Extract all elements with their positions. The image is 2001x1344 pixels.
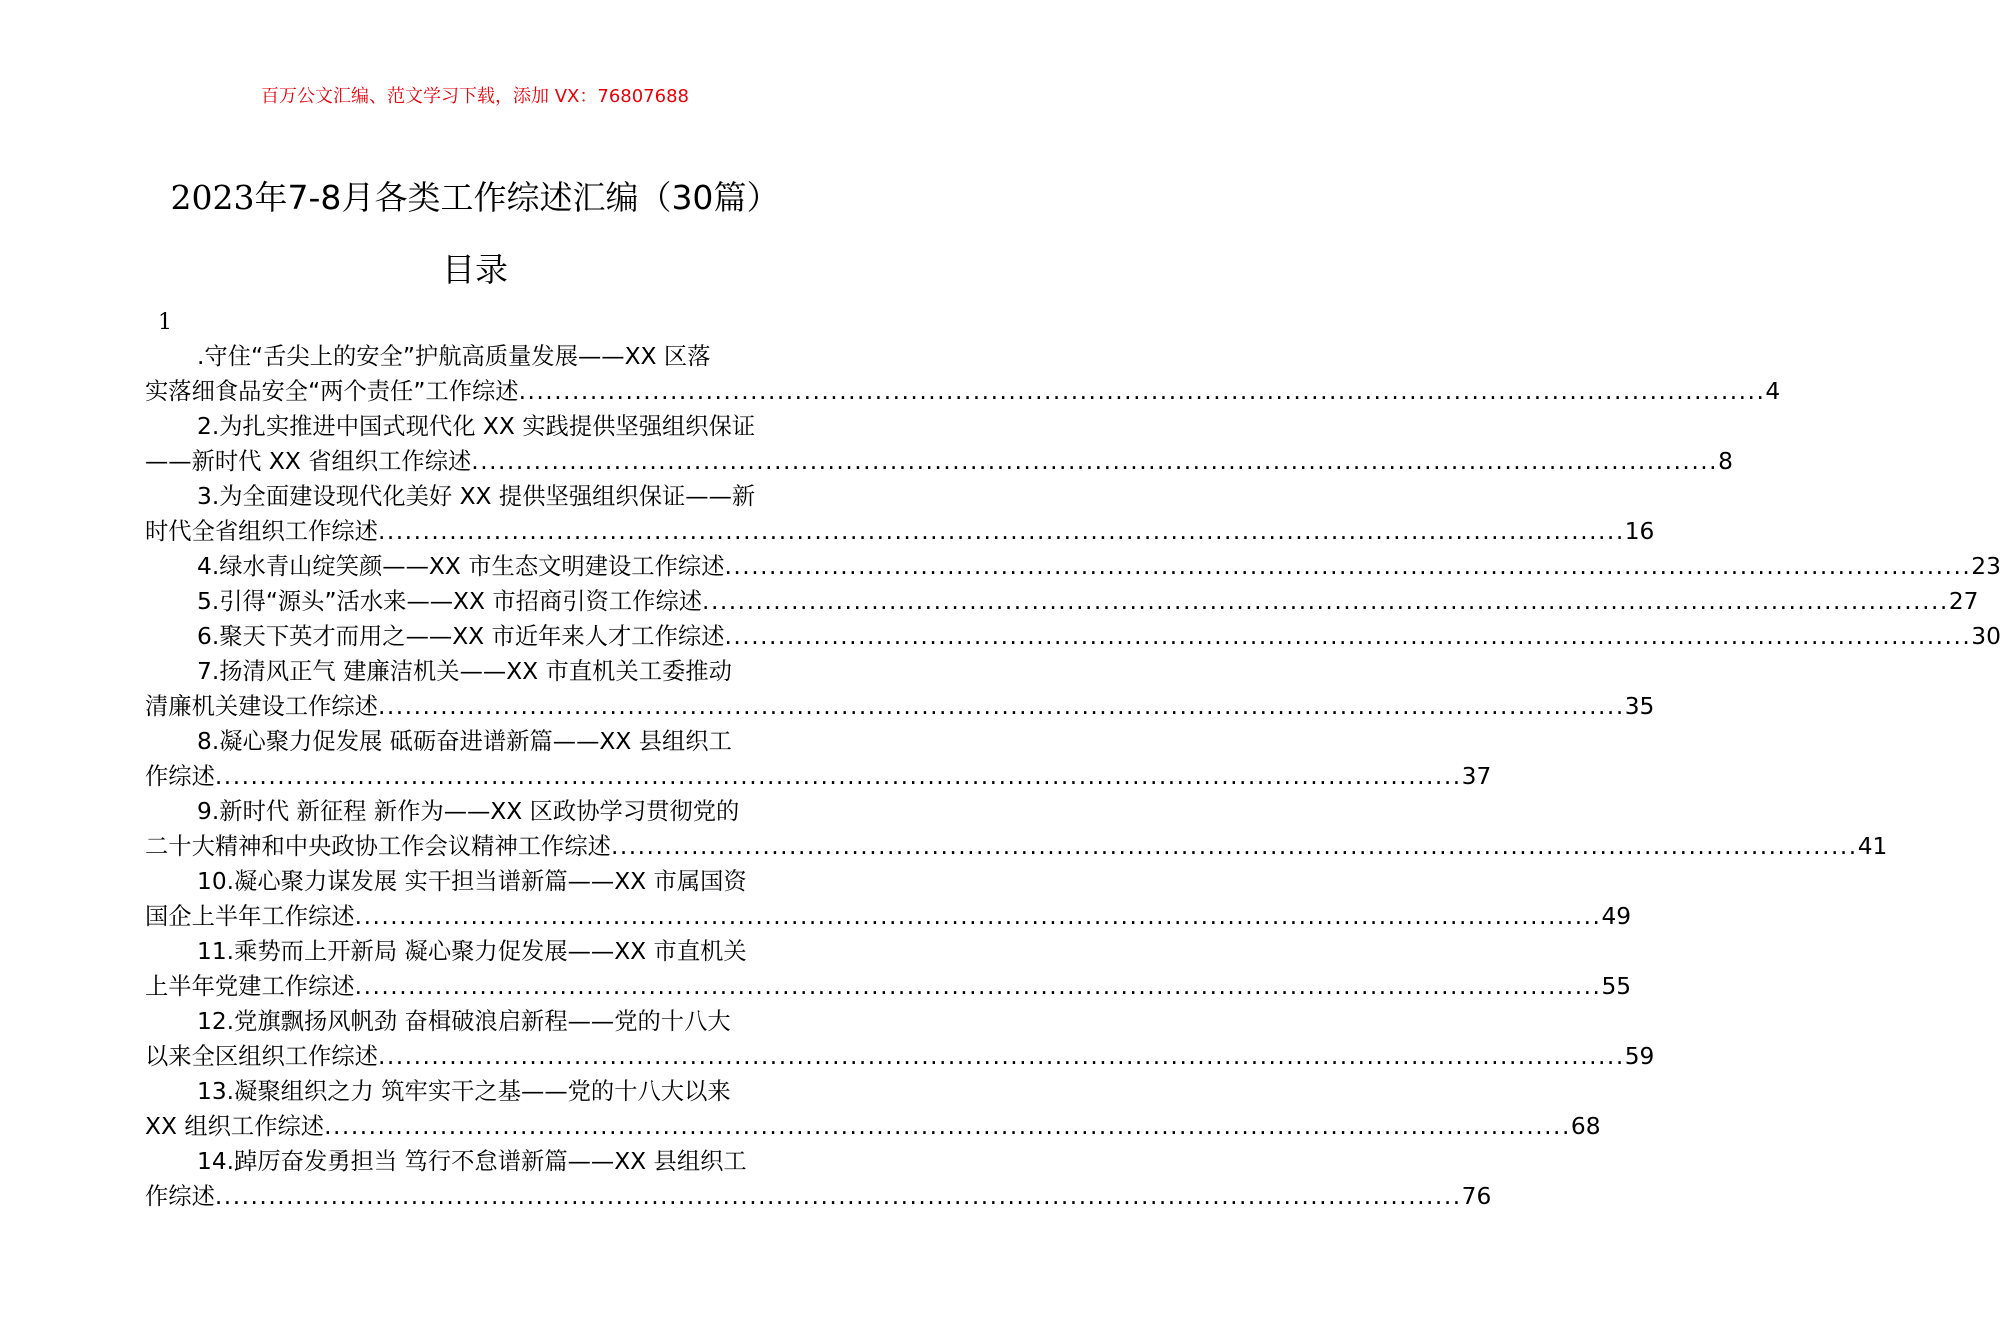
- toc-entry-last-line: [145, 1179, 1492, 1214]
- toc-entry-last-line: [145, 689, 1655, 724]
- toc-page-number: 8: [1718, 448, 1733, 475]
- toc-entry-title-line: 12.党旗飘扬风帆劲 奋楫破浪启新程——党的十八大: [197, 1008, 731, 1035]
- toc-entry-text: ——新时代 XX 省组织工作综述: [145, 448, 472, 475]
- toc-entry-last-line: [145, 759, 1492, 794]
- toc-leader-dots: ............................................................................................................................................: [354, 903, 1602, 930]
- promo-banner: 百万公文汇编、范文学习下载，添加 VX：76807688: [261, 86, 689, 107]
- document-title: [0, 176, 950, 220]
- toc-entry-title-line: 11.乘势而上开新局 凝心聚力促发展——XX 市直机关: [197, 938, 747, 965]
- toc-leader-dots: ............................................................................................................................................: [724, 623, 1972, 650]
- toc-entry[interactable]: [145, 479, 1655, 549]
- toc-entry-title-line: 14.踔厉奋发勇担当 笃行不怠谱新篇——XX 县组织工: [197, 1148, 747, 1175]
- toc-entry-last-line: [145, 584, 1979, 619]
- toc-entry-text: 清廉机关建设工作综述: [145, 693, 378, 720]
- toc-entry[interactable]: [145, 1144, 1492, 1214]
- toc-entry-text: 二十大精神和中央政协工作会议精神工作综述: [145, 833, 611, 860]
- toc-entry-text: 以来全区组织工作综述: [145, 1043, 378, 1070]
- toc-page-number: 55: [1601, 973, 1632, 1000]
- toc-entry[interactable]: [145, 1004, 1655, 1074]
- toc-entry-title-line: 10.凝心聚力谋发展 实干担当谱新篇——XX 市属国资: [197, 868, 747, 895]
- toc-page-number: 41: [1857, 833, 1888, 860]
- toc-page-number: 30: [1971, 623, 2001, 650]
- toc-entry-title-line: 7.扬清风正气 建廉洁机关——XX 市直机关工委推动: [197, 658, 732, 685]
- toc-entry[interactable]: [145, 794, 1888, 864]
- toc-leader-dots: ............................................................................................................................................: [214, 763, 1462, 790]
- toc-leader-dots: ............................................................................................................................................: [471, 448, 1719, 475]
- table-of-contents: [145, 339, 2001, 1214]
- toc-leader-dots: ............................................................................................................................................: [377, 693, 1625, 720]
- toc-entry-last-line: [145, 829, 1888, 864]
- toc-entry[interactable]: [145, 339, 1781, 409]
- toc-entry-title-line: 3.为全面建设现代化美好 XX 提供坚强组织保证——新: [197, 483, 756, 510]
- toc-leader-dots: ............................................................................................................................................: [610, 833, 1858, 860]
- toc-entry-title-line: 9.新时代 新征程 新作为——XX 区政协学习贯彻党的: [197, 798, 740, 825]
- toc-entry[interactable]: [145, 619, 2001, 654]
- toc-page-number: 37: [1461, 763, 1492, 790]
- toc-leader-dots: ............................................................................................................................................: [324, 1113, 1571, 1140]
- toc-entry[interactable]: [145, 934, 1632, 1004]
- toc-entry-title-line: 8.凝心聚力促发展 砥砺奋进谱新篇——XX 县组织工: [197, 728, 732, 755]
- toc-page-number: 49: [1601, 903, 1632, 930]
- toc-entry[interactable]: [145, 724, 1492, 794]
- toc-leader-dots: ............................................................................................................................................: [377, 1043, 1625, 1070]
- toc-page-number: 4: [1765, 378, 1781, 405]
- toc-entry-text: 上半年党建工作综述: [145, 973, 355, 1000]
- toc-entry-last-line: [145, 444, 1733, 479]
- title-year: 2023: [170, 178, 255, 217]
- title-months: 7-8: [287, 178, 342, 217]
- toc-leader-dots: ............................................................................................................................................: [214, 1183, 1462, 1210]
- toc-entry-last-line: [145, 1109, 1601, 1144]
- toc-page-number: 68: [1570, 1113, 1601, 1140]
- toc-page-number: 59: [1624, 1043, 1655, 1070]
- toc-entry-last-line: [145, 969, 1632, 1004]
- toc-page-number: 35: [1624, 693, 1655, 720]
- title-text: 月各类工作综述汇编（: [341, 178, 672, 217]
- toc-entry-text: XX 组织工作综述: [145, 1113, 325, 1140]
- first-entry-number: 1: [158, 310, 172, 335]
- toc-entry-text: 6.聚天下英才而用之——XX 市近年来人才工作综述: [197, 623, 725, 650]
- toc-page-number: 16: [1624, 518, 1655, 545]
- toc-leader-dots: ............................................................................................................................................: [377, 518, 1625, 545]
- toc-leader-dots: ............................................................................................................................................: [354, 973, 1602, 1000]
- toc-entry-text: 作综述: [145, 1183, 215, 1210]
- title-year-suffix: 年: [254, 178, 288, 217]
- toc-entry[interactable]: [145, 584, 1979, 619]
- toc-entry[interactable]: [145, 409, 1733, 479]
- toc-leader-dots: ............................................................................................................................................: [724, 553, 1972, 580]
- toc-entry-title-line: 2.为扎实推进中国式现代化 XX 实践提供坚强组织保证: [197, 413, 756, 440]
- toc-entry[interactable]: [145, 549, 2001, 584]
- toc-entry-text: 时代全省组织工作综述: [145, 518, 378, 545]
- toc-page-number: 23: [1971, 553, 2001, 580]
- toc-entry-last-line: [145, 619, 2001, 654]
- toc-entry-text: 5.引得“源头”活水来——XX 市招商引资工作综述: [197, 588, 703, 615]
- toc-entry-last-line: [145, 1039, 1655, 1074]
- toc-entry-title-line: 13.凝聚组织之力 筑牢实干之基——党的十八大以来: [197, 1078, 731, 1105]
- toc-entry-text: 作综述: [145, 763, 215, 790]
- toc-entry[interactable]: [145, 654, 1655, 724]
- toc-leader-dots: ............................................................................................................................................: [702, 588, 1949, 615]
- toc-entry[interactable]: [145, 864, 1632, 934]
- toc-entry-last-line: [145, 899, 1632, 934]
- toc-entry-text: 国企上半年工作综述: [145, 903, 355, 930]
- toc-entry-text: 4.绿水青山绽笑颜——XX 市生态文明建设工作综述: [197, 553, 725, 580]
- toc-entry-last-line: [145, 374, 1781, 409]
- toc-heading: 目录: [442, 250, 508, 289]
- toc-entry-last-line: [145, 514, 1655, 549]
- toc-page-number: 27: [1948, 588, 1979, 615]
- toc-entry-text: 实落细食品安全“两个责任”工作综述: [145, 378, 519, 405]
- toc-entry-title-line: .守住“舌尖上的安全”护航高质量发展——XX 区落: [197, 343, 711, 370]
- toc-leader-dots: ............................................................................................................................................: [518, 378, 1766, 405]
- toc-page-number: 76: [1461, 1183, 1492, 1210]
- title-end: 篇）: [713, 178, 780, 217]
- toc-entry[interactable]: [145, 1074, 1601, 1144]
- toc-entry-last-line: [145, 549, 2001, 584]
- title-count: 30: [671, 178, 714, 217]
